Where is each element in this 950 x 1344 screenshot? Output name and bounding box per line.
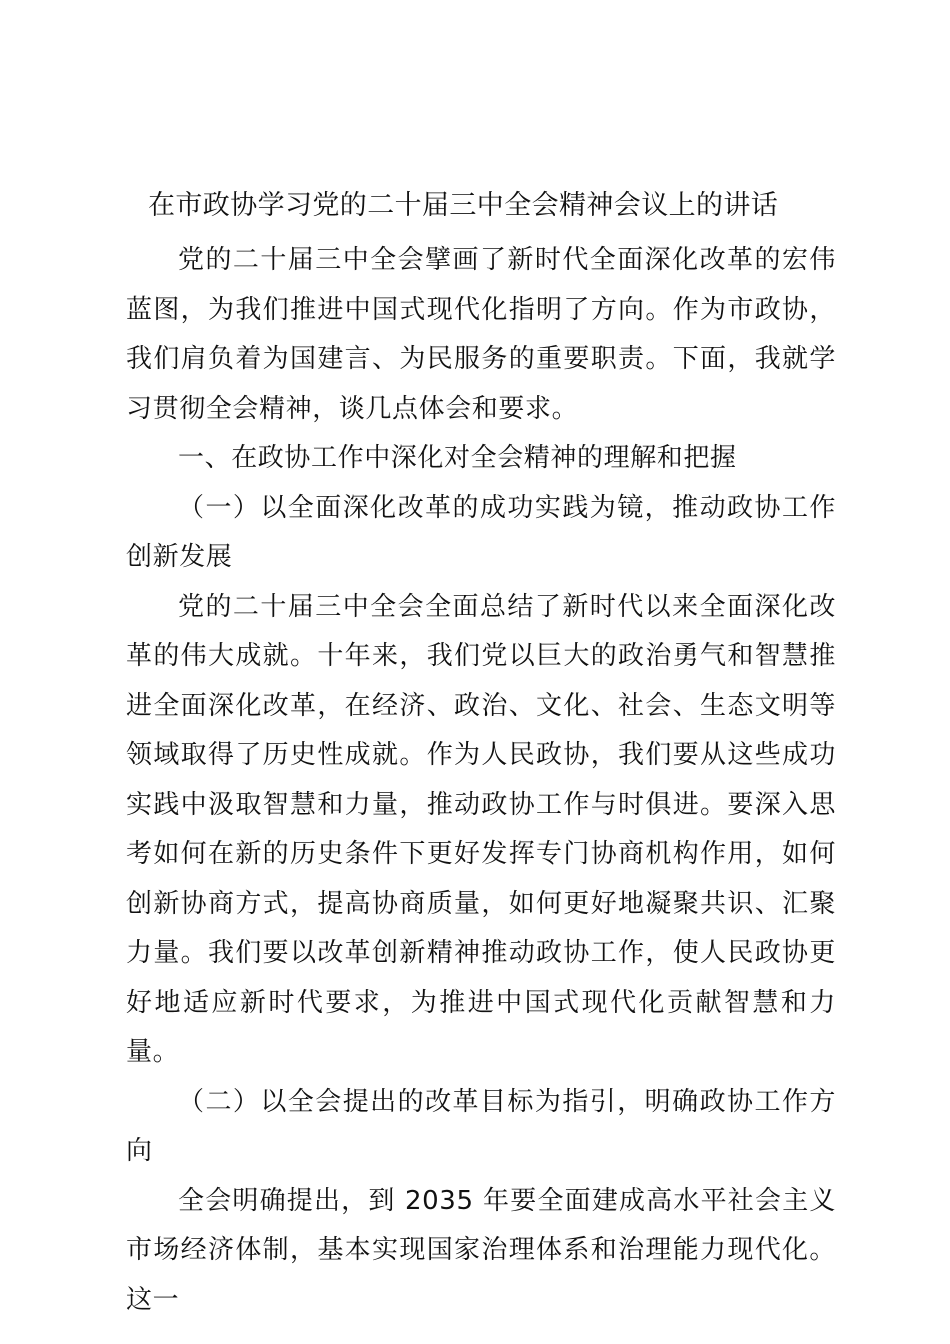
paragraph-subsection-1: 党的二十届三中全会全面总结了新时代以来全面深化改革的伟大成就。十年来，我们党以巨大的政治勇气和智慧推进全面深化改革，在经济、政治、文化、社会、生态文明等领域取得了历史性成就。作为人民政协，我们要从这些成功实践中汲取智慧和力量，推动政协工作与时俱进。要深入思考如何在新的历史条件下更好发挥专门协商机构作用，如何创新协商方式，提高协商质量，如何更好地凝聚共识、汇聚力量。我们要以改革创新精神推动政协工作，使人民政协更好地适应新时代要求，为推进中国式现代化贡献智慧和力量。 — [126, 591, 836, 1067]
paragraph-subsection-2: 全会明确提出，到 2035 年要全面建成高水平社会主义市场经济体制，基本实现国家治理体系和治理能力现代化。这一 — [126, 1185, 836, 1315]
paragraph-intro: 党的二十届三中全会擘画了新时代全面深化改革的宏伟蓝图，为我们推进中国式现代化指明了方向。作为市政协，我们肩负着为国建言、为民服务的重要职责。下面，我就学习贯彻全会精神，谈几点体会和要求。 — [126, 245, 836, 424]
document-body — [126, 236, 836, 1325]
heading-subsection-1: （一）以全面深化改革的成功实践为镜，推动政协工作创新发展 — [126, 492, 836, 572]
heading-section-1: 一、在政协工作中深化对全会精神的理解和把握 — [178, 443, 737, 473]
document-title: 在市政协学习党的二十届三中全会精神会议上的讲话 — [148, 190, 779, 221]
heading-subsection-2: （二）以全会提出的改革目标为指引，明确政协工作方向 — [126, 1086, 836, 1166]
